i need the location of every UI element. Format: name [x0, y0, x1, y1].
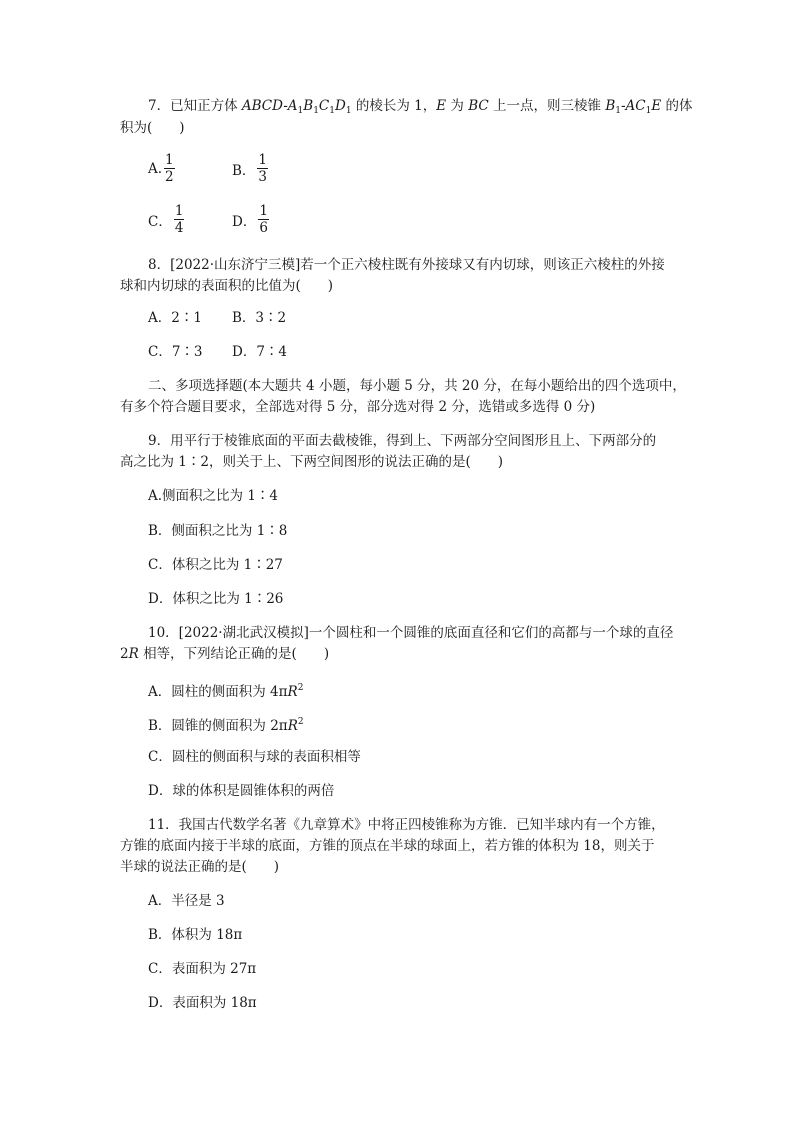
q7-math: BC — [468, 98, 489, 114]
denominator: 6 — [259, 220, 268, 236]
q7-text: 为 — [450, 98, 464, 114]
q7-option-d[interactable] — [232, 203, 316, 236]
q7-math: B — [303, 98, 314, 114]
q10-text: 2 — [120, 646, 129, 662]
q10-option-c[interactable]: C．圆柱的侧面积与球的表面积相等 — [148, 749, 361, 765]
q9-line2: 高之比为 1∶2，则关于上、下两空间图形的说法正确的是( ) — [120, 454, 504, 470]
q7-math: C — [318, 98, 330, 114]
option-sup: 2 — [297, 717, 304, 727]
numerator: 1 — [165, 152, 174, 168]
q7-number: 7． — [148, 98, 171, 114]
fraction — [164, 152, 175, 185]
q8-options-row2 — [148, 342, 287, 362]
q10-text: 相等，下列结论正确的是( ) — [143, 646, 330, 662]
q8-line1: 8．[2022·山东济宁三模]若一个正六棱柱既有外接球又有内切球，则该正六棱柱的外接 — [148, 257, 665, 273]
q11-option-b[interactable]: B．体积为 18π — [148, 927, 243, 943]
q8-option-c[interactable]: C．7∶3 — [148, 344, 203, 360]
denominator: 2 — [165, 169, 174, 185]
q7-text: 上一点，则三棱锥 — [493, 98, 602, 114]
numerator: 1 — [174, 203, 184, 219]
option-text: B．圆锥的侧面积为 2π — [148, 718, 288, 734]
q10-option-d[interactable]: D．球的体积是圆锥体积的两倍 — [148, 783, 335, 799]
denominator: 4 — [174, 220, 184, 236]
option-sup: 2 — [297, 683, 304, 693]
q8-option-d[interactable]: D．7∶4 — [232, 344, 288, 360]
q9-option-d[interactable]: D．体积之比为 1∶26 — [148, 591, 284, 607]
q10-math: R — [128, 646, 139, 662]
q7-option-b[interactable] — [232, 152, 316, 185]
q7-math: -AC — [620, 98, 646, 114]
q8-line2: 球和内切球的表面积的比值为( ) — [120, 278, 334, 294]
q7-text: 已知正方体 — [170, 98, 238, 114]
q8-options-row1 — [148, 308, 286, 328]
q7-sub: 1 — [297, 106, 304, 116]
numerator: 1 — [258, 152, 268, 168]
q7-sub: 1 — [329, 106, 335, 116]
q11-line1: 11．我国古代数学名著《九章算术》中将正四棱锥称为方锥．已知半球内有一个方锥， — [148, 817, 665, 833]
q7-sub: 1 — [345, 106, 352, 116]
option-label: B． — [232, 162, 256, 179]
q7-sub: 1 — [615, 106, 621, 116]
q7-sub: 1 — [313, 106, 319, 116]
q9-line1: 9．用平行于棱锥底面的平面去截棱锥，得到上、下两部分空间图形且上、下两部分的 — [148, 433, 657, 449]
q7-math: E — [436, 98, 447, 114]
option-math: R — [287, 684, 298, 700]
q9-option-c[interactable]: C．体积之比为 1∶27 — [148, 557, 283, 573]
q8-option-b[interactable]: B．3∶2 — [232, 310, 287, 326]
fraction — [258, 203, 269, 236]
fraction — [174, 203, 185, 236]
option-label: C． — [148, 213, 172, 230]
q11-line2: 方锥的底面内接于半球的底面，方锥的顶点在半球的球面上，若方锥的体积为 18，则关于 — [120, 838, 655, 854]
option-label: D． — [232, 213, 257, 230]
q10-option-b[interactable] — [148, 712, 304, 736]
q7-sub: 1 — [645, 106, 652, 116]
fraction — [257, 152, 268, 185]
q7-math: D — [335, 98, 346, 114]
q7-options-row1 — [148, 152, 316, 185]
q7-math: ABCD-A — [241, 98, 298, 114]
option-text: A．圆柱的侧面积为 4π — [148, 684, 288, 700]
q7-text: 的体 — [665, 98, 693, 114]
q7-options-row2 — [148, 203, 316, 236]
q11-option-d[interactable]: D．表面积为 18π — [148, 995, 257, 1011]
numerator: 1 — [259, 203, 268, 219]
q7-option-a[interactable] — [148, 152, 232, 185]
denominator: 3 — [258, 169, 268, 185]
q11-option-c[interactable]: C．表面积为 27π — [148, 961, 257, 977]
q10-line2 — [120, 644, 329, 664]
q10-line1: 10．[2022·湖北武汉模拟]一个圆柱和一个圆锥的底面直径和它们的高都与一个球的直径 — [148, 625, 674, 641]
section2-line2: 有多个符合题目要求，全部选对得 5 分，部分选对得 2 分，选错或多选得 0 分) — [120, 399, 596, 415]
section2-line1: 二、多项选择题(本大题共 4 小题，每小题 5 分，共 20 分，在每小题给出的四个选项中， — [148, 378, 686, 394]
q7-line1 — [148, 96, 693, 121]
q11-option-a[interactable]: A．半径是 3 — [148, 893, 225, 909]
q8-option-a[interactable]: A．2∶1 — [148, 310, 202, 326]
option-math: R — [287, 718, 298, 734]
q7-math: E — [651, 98, 662, 114]
q7-option-c[interactable] — [148, 203, 232, 236]
q7-line2: 积为( ) — [120, 120, 185, 136]
q7-math: B — [605, 98, 616, 114]
option-label: A. — [148, 160, 163, 177]
q9-option-a[interactable]: A.侧面积之比为 1∶4 — [148, 488, 279, 504]
q7-text: 的棱长为 1， — [355, 98, 437, 114]
q10-option-a[interactable] — [148, 678, 303, 702]
q9-option-b[interactable]: B．侧面积之比为 1∶8 — [148, 523, 288, 539]
q11-line3: 半球的说法正确的是( ) — [120, 859, 280, 875]
